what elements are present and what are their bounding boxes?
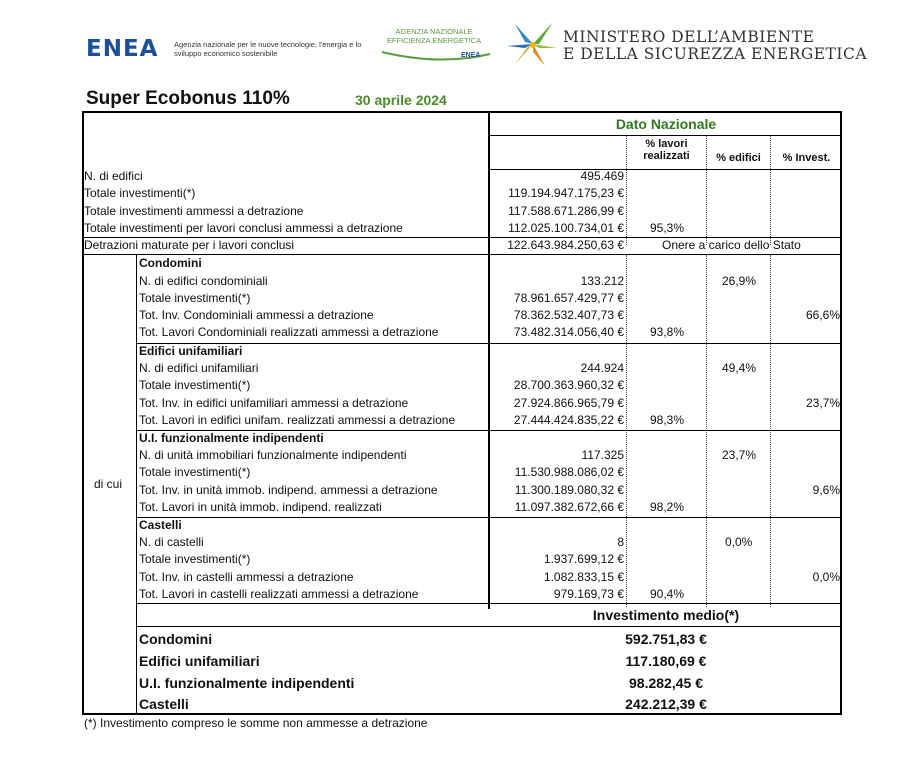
row-value: 11.530.988.086,02 € [514,465,624,479]
row-edifici-pct: 23,7% [722,448,757,462]
ministero-title [563,29,867,63]
detrazioni-value: 122.643.984.250,63 € [507,238,624,252]
inv-medio-value: 242.212,39 € [625,696,707,712]
row-edifici-pct: 26,9% [722,274,757,288]
ministero-line-1: MINISTERO DELL’AMBIENTE [563,28,815,46]
row-invest-pct: 0,0% [812,570,840,584]
group-title: Condomini [139,256,202,270]
agenzia-efficienza-logo [377,28,491,45]
row-label: N. di castelli [139,535,204,549]
di-cui-label: di cui [94,477,123,491]
inv-medio-label: U.I. funzionalmente indipendenti [139,675,355,691]
row-value: 73.482.314.056,40 € [513,325,624,339]
group-title: U.I. funzionalmente indipendenti [139,431,324,445]
ministero-line-2: E DELLA SICUREZZA ENERGETICA [563,45,868,63]
row-label: Totale investimenti ammessi a detrazione [84,204,304,218]
enea-logo-text: ENEA [86,36,159,62]
row-invest-pct: 9,6% [812,483,840,497]
row-invest-pct: 66,6% [805,308,840,322]
row-value: 11.300.189.080,32 € [514,483,624,497]
row-label: Totale investimenti(*) [84,186,196,200]
row-label: Totale investimenti(*) [139,465,251,479]
row-value: 28.700.363.960,32 € [513,378,624,392]
detrazioni-label: Detrazioni maturate per i lavori conclusi [84,238,295,252]
inv-medio-value: 117.180,69 € [625,653,707,669]
row-value: 244.924 [580,361,624,375]
row-label: N. di edifici [84,169,143,183]
col-header-edifici: % edifici [716,152,761,164]
row-lavori-pct: 98,2% [650,500,685,514]
row-label: Tot. Inv. Condominiali ammessi a detrazione [139,308,374,322]
row-value: 1.082.833,15 € [543,570,624,584]
row-value: 8 [617,535,624,549]
row-value: 979.169,73 € [553,587,624,601]
row-value: 27.444.424.835,22 € [513,413,624,427]
row-label: Tot. Lavori in edifici unifam. realizzati ammessi a detrazione [139,413,456,427]
row-invest-pct: 23,7% [805,396,840,410]
row-label: Totale investimenti per lavori conclusi ammessi a detrazione [84,221,403,235]
row-value: 78.961.657.429,77 € [513,291,624,305]
enea-tagline: Agenzia nazionale per le nuove tecnologie, l'energia e lo sviluppo economico sostenibile [174,40,362,58]
col-header-lavori-line1: % lavori [645,138,688,150]
col-header-lavori [627,138,706,162]
inv-medio-value: 592.751,83 € [625,631,707,647]
row-value: 495.469 [580,169,624,183]
row-label: N. di unità immobiliari funzionalmente indipendenti [139,448,407,462]
enea-logo [86,36,158,62]
inv-medio-label: Condomini [139,631,213,647]
row-value: 1.937.699,12 € [543,552,624,566]
row-label: Tot. Lavori in castelli realizzati ammessi a detrazione [139,587,419,601]
agenzia-text: AGENZIA NAZIONALE EFFICIENZA ENERGETICA [386,27,482,45]
row-lavori-pct: 95,3% [650,221,685,235]
row-value: 27.924.866.965,79 € [513,396,624,410]
row-label: Tot. Lavori in unità immob. indipend. realizzati [139,500,382,514]
inv-medio-label: Castelli [139,696,189,712]
row-label: Tot. Inv. in edifici unifamiliari ammessi a detrazione [139,396,409,410]
row-label: Totale investimenti(*) [139,291,251,305]
row-value: 78.362.532.407,73 € [513,308,624,322]
row-label: Totale investimenti(*) [139,378,251,392]
row-lavori-pct: 90,4% [650,587,685,601]
inv-medio-value: 98.282,45 € [629,675,703,691]
row-label: N. di edifici unifamiliari [139,361,259,375]
row-label: N. di edifici condominiali [139,274,268,288]
investimento-medio-title: Investimento medio(*) [592,607,740,623]
agenzia-enea-mark: ENEA [461,52,481,59]
row-edifici-pct: 49,4% [722,361,757,375]
row-label: Tot. Inv. in unità immob. indipend. ammessi a detrazione [139,483,438,497]
page-title: Super Ecobonus 110% [86,88,290,109]
group-title: Edifici unifamiliari [139,344,243,358]
report-date: 30 aprile 2024 [355,92,447,108]
row-value: 11.097.382.672,66 € [514,500,624,514]
row-value: 119.194.947.175,23 € [508,186,624,200]
row-value: 117.325 [581,448,624,462]
ministero-emblem-icon [505,18,561,70]
detrazioni-note: Onere a carico dello Stato [662,238,801,252]
agenzia-swoosh-icon [380,46,500,64]
inv-medio-label: Edifici unifamiliari [139,653,260,669]
row-edifici-pct: 0,0% [725,535,753,549]
row-label: Tot. Lavori Condominiali realizzati ammessi a detrazione [139,325,439,339]
footnote: (*) Investimento compreso le somme non ammesse a detrazione [84,716,428,730]
row-value: 133.212 [580,274,624,288]
row-lavori-pct: 98,3% [650,413,685,427]
col-header-invest: % Invest. [782,152,831,164]
col-header-lavori-line2: realizzati [643,150,690,162]
header-dato-nazionale: Dato Nazionale [615,116,717,132]
row-label: Tot. Inv. in castelli ammessi a detrazione [139,570,354,584]
row-value: 117.588.671.286,99 € [508,204,624,218]
group-title: Castelli [139,518,182,532]
row-value: 112.025.100.734,01 € [508,221,624,235]
row-lavori-pct: 93,8% [650,325,685,339]
row-label: Totale investimenti(*) [139,552,251,566]
data-table [82,111,842,715]
